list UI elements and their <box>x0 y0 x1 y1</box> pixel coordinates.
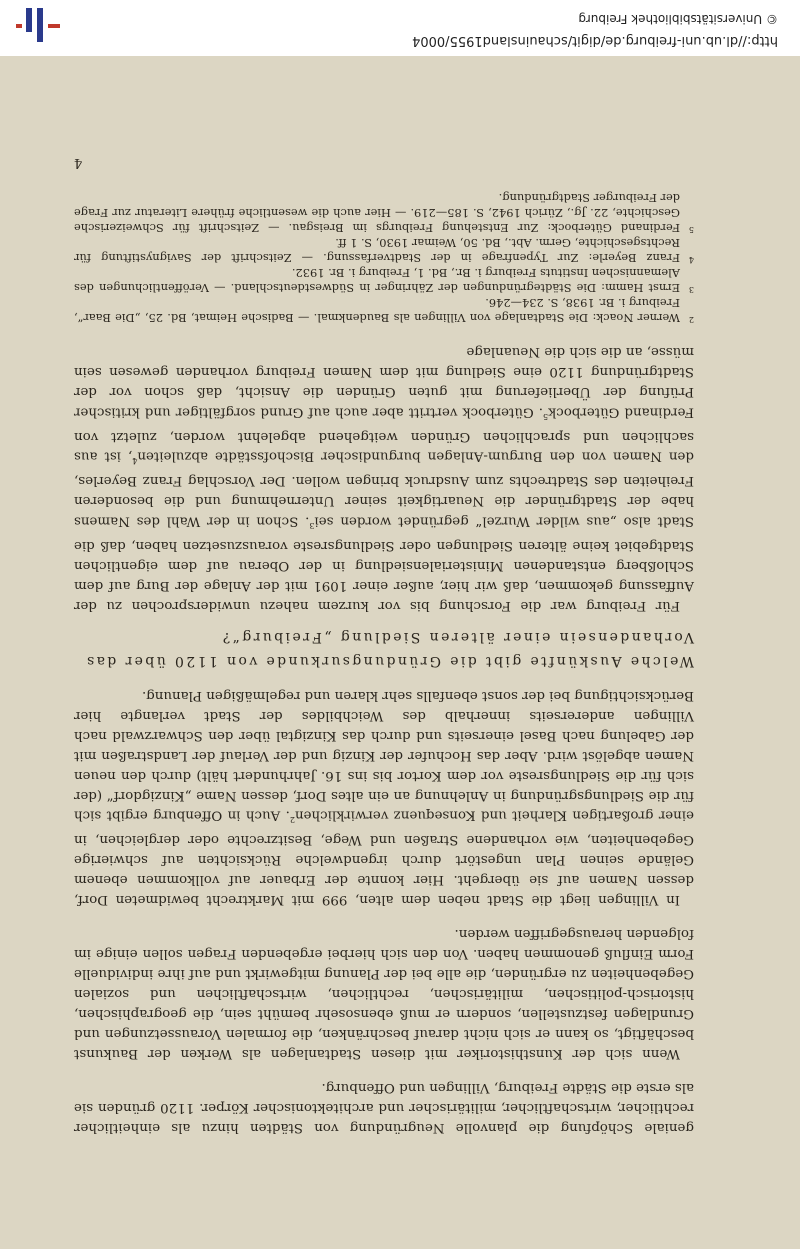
footnote-number: 5 <box>688 225 694 235</box>
logo-bar <box>48 24 60 28</box>
paragraph-text: . Schon in der Wahl des Namens habe der Stadtgründer die Neuartigkeit seiner Unternehmung und die besonderen Freiheiten des Stadtrechts zum Ausdruck bringen wollen. Der Vorschlag Franz Beyerles, den Namen von den Burgum-Anlagen burgundischer Bischofsstädte abzuleiten <box>74 448 694 529</box>
intro-text: geniale Schöpfung die planvolle Neugründung von Städten hinzu als einheitlicher rechtlicher, wirtschaftlicher, militärischer und architektonischer Körper. 1120 gründen sie als erste die Städte Freiburg, Villingen und Offenburg. <box>74 1080 694 1135</box>
footnote-mark: 2 <box>289 815 295 824</box>
scanned-page <box>0 56 800 1249</box>
logo-bar <box>26 8 32 32</box>
footnote-mark: 3 <box>309 520 315 530</box>
paragraph-text: . Auch in Offenburg ergibt sich für die Siedlungsgründung in Anlehnung an ein altes Dorf, dessen Name „Kinzigdorf“ (der sich für die Siedlungsreste vor dem Kortor bis ins 16. Jahrhundert hält) durch den neuen Namen abgelöst wird. Aber das Hochufer der Kinzig und der Verlauf der Landstraßen mit der Gabelung nach Basel einerseits und durch das Kinzigtal über den Schwarzwald nach Villingen andererseits innerhalb des Weichbildes der Stadt verlangte hier Berücksichtigung bei der sonst ebenfalls sehr klaren und regelmäßigen Planung. <box>74 687 694 823</box>
footnote-mark: 5 <box>543 411 549 421</box>
footnote-text: Ferdinand Güterbock: Zur Entstehung Freiburgs im Breisgau. — Zeitschrift für Schweizerische Geschichte, 22. Jg., Zürich 1942, S. 185—219. — Hier auch die wesentliche frühere Literatur zur Frage der Freiburger Stadtgründung. <box>74 191 680 236</box>
footnote-mark: 4 <box>132 456 138 466</box>
footnote <box>74 235 694 265</box>
footnote <box>74 265 694 295</box>
page-number: 4 <box>74 155 83 171</box>
paragraph-text: , ist aus sachlichen und sprachlichen Gründen weitgehend abgelehnt worden, zuletzt von Ferdinand Güterbock <box>74 404 694 464</box>
paragraph-text: . Güterbock vertritt aber auch auf Grund sorgfältiger und kritischer Prüfung der Überlieferung mit guten Gründen die Ansicht, daß schon vor der Stadtgründung 1120 eine Siedlung mit dem Namen Freiburg vorhanden gewesen sein müsse, an die sich die Neuanlage <box>73 344 694 420</box>
viewer-header <box>0 0 800 56</box>
page-text-block <box>74 152 694 1137</box>
footnote-number: 3 <box>688 285 694 295</box>
logo-bar <box>37 8 43 42</box>
footnote-text: Werner Noack: Die Stadtanlage von Villingen als Baudenkmal. — Badische Heimat, Bd. 25, „Die Baar“, Freiburg i. Br. 1938, S. 234—246. <box>74 296 680 326</box>
paragraph-text: In Villingen liegt die Stadt neben dem alten, 999 mit Marktrecht bewidmeten Dorf, dessen Namen auf sie übergeht. Hier konnte der Erbauer auf vollkommen ebenem Gelände seinen Plan ungestört durch irgendwelche Rücksichten auf schwierige Gegebenheiten, wie vorhandene Straßen und Wege, Besitzrechte oder dergleichen, in einer großartigen Klarheit und Konsequenz verwirklichen <box>74 807 694 907</box>
footnote <box>74 295 694 325</box>
logo-bar <box>16 24 22 28</box>
paragraph: Wenn sich der Kunsthistoriker mit diesen Stadtanlagen als Werken der Baukunst beschäftigt, so kann er sich nicht darauf beschränken, die formalen Voraussetzungen und Grundlagen festzustellen, sondern er muß ebensosehr bemüht sein, die geographischen, historisch-politischen, militärischen, rechtlichen, wirtschaftlichen und sozialen Gegebenheiten zu ergründen, die alle bei der Planung mitgewirkt und auf ihre individuelle Form Einfluß genommen haben. Von den sich hierbei ergebenden Fragen sollen einige im folgenden herausgegriffen werden. <box>74 926 694 1061</box>
footnote-text: Franz Beyerle: Zur Typenfrage in der Stadtverfassung. — Zeitschrift der Savignystiftung für Rechtsgeschichte, Germ. Abt., Bd. 50, Weimar 1930, S. 1 ff. <box>74 236 680 266</box>
section-question: Welche Auskünfte gibt die Gründungsurkunde von 1120 über das Vorhandensein einer älteren Siedlung „Freiburg“? <box>84 628 694 669</box>
paragraph <box>74 341 694 614</box>
footnote-text: Ernst Hamm: Die Städtegründungen der Zähringer in Südwestdeutschland. — Veröffentlichungen des Alemannischen Instituts Freiburg i. Br., Bd. 1, Freiburg i. Br. 1932. <box>74 266 680 296</box>
footnotes <box>74 190 694 325</box>
ub-freiburg-logo-icon <box>16 8 60 42</box>
paragraph <box>74 685 694 909</box>
document-url[interactable]: http://dl.ub.uni-freiburg.de/digit/schauinsland1955/0004 <box>412 33 778 48</box>
footnote-number: 4 <box>688 255 694 265</box>
footnote <box>74 190 694 235</box>
footnote-number: 2 <box>688 315 694 325</box>
paragraph-text: Für Freiburg war die Forschung bis vor kurzem nahezu unwidersprochen zu der Auffassung gekommen, daß wir hier, außer einer 1091 mit der Anlage der Burg auf dem Schloßberg entstandenen Ministerialensiedlung in der Oberau auf dem eigentlichen Stadtgebiet keine älteren Siedlungen oder Siedlungsreste vorauszusetzen haben, daß die Stadt also „aus wilder Wurzel“ gegründet worden sei <box>74 513 694 613</box>
copyright-notice: © Universitätsbibliothek Freiburg <box>578 12 778 26</box>
